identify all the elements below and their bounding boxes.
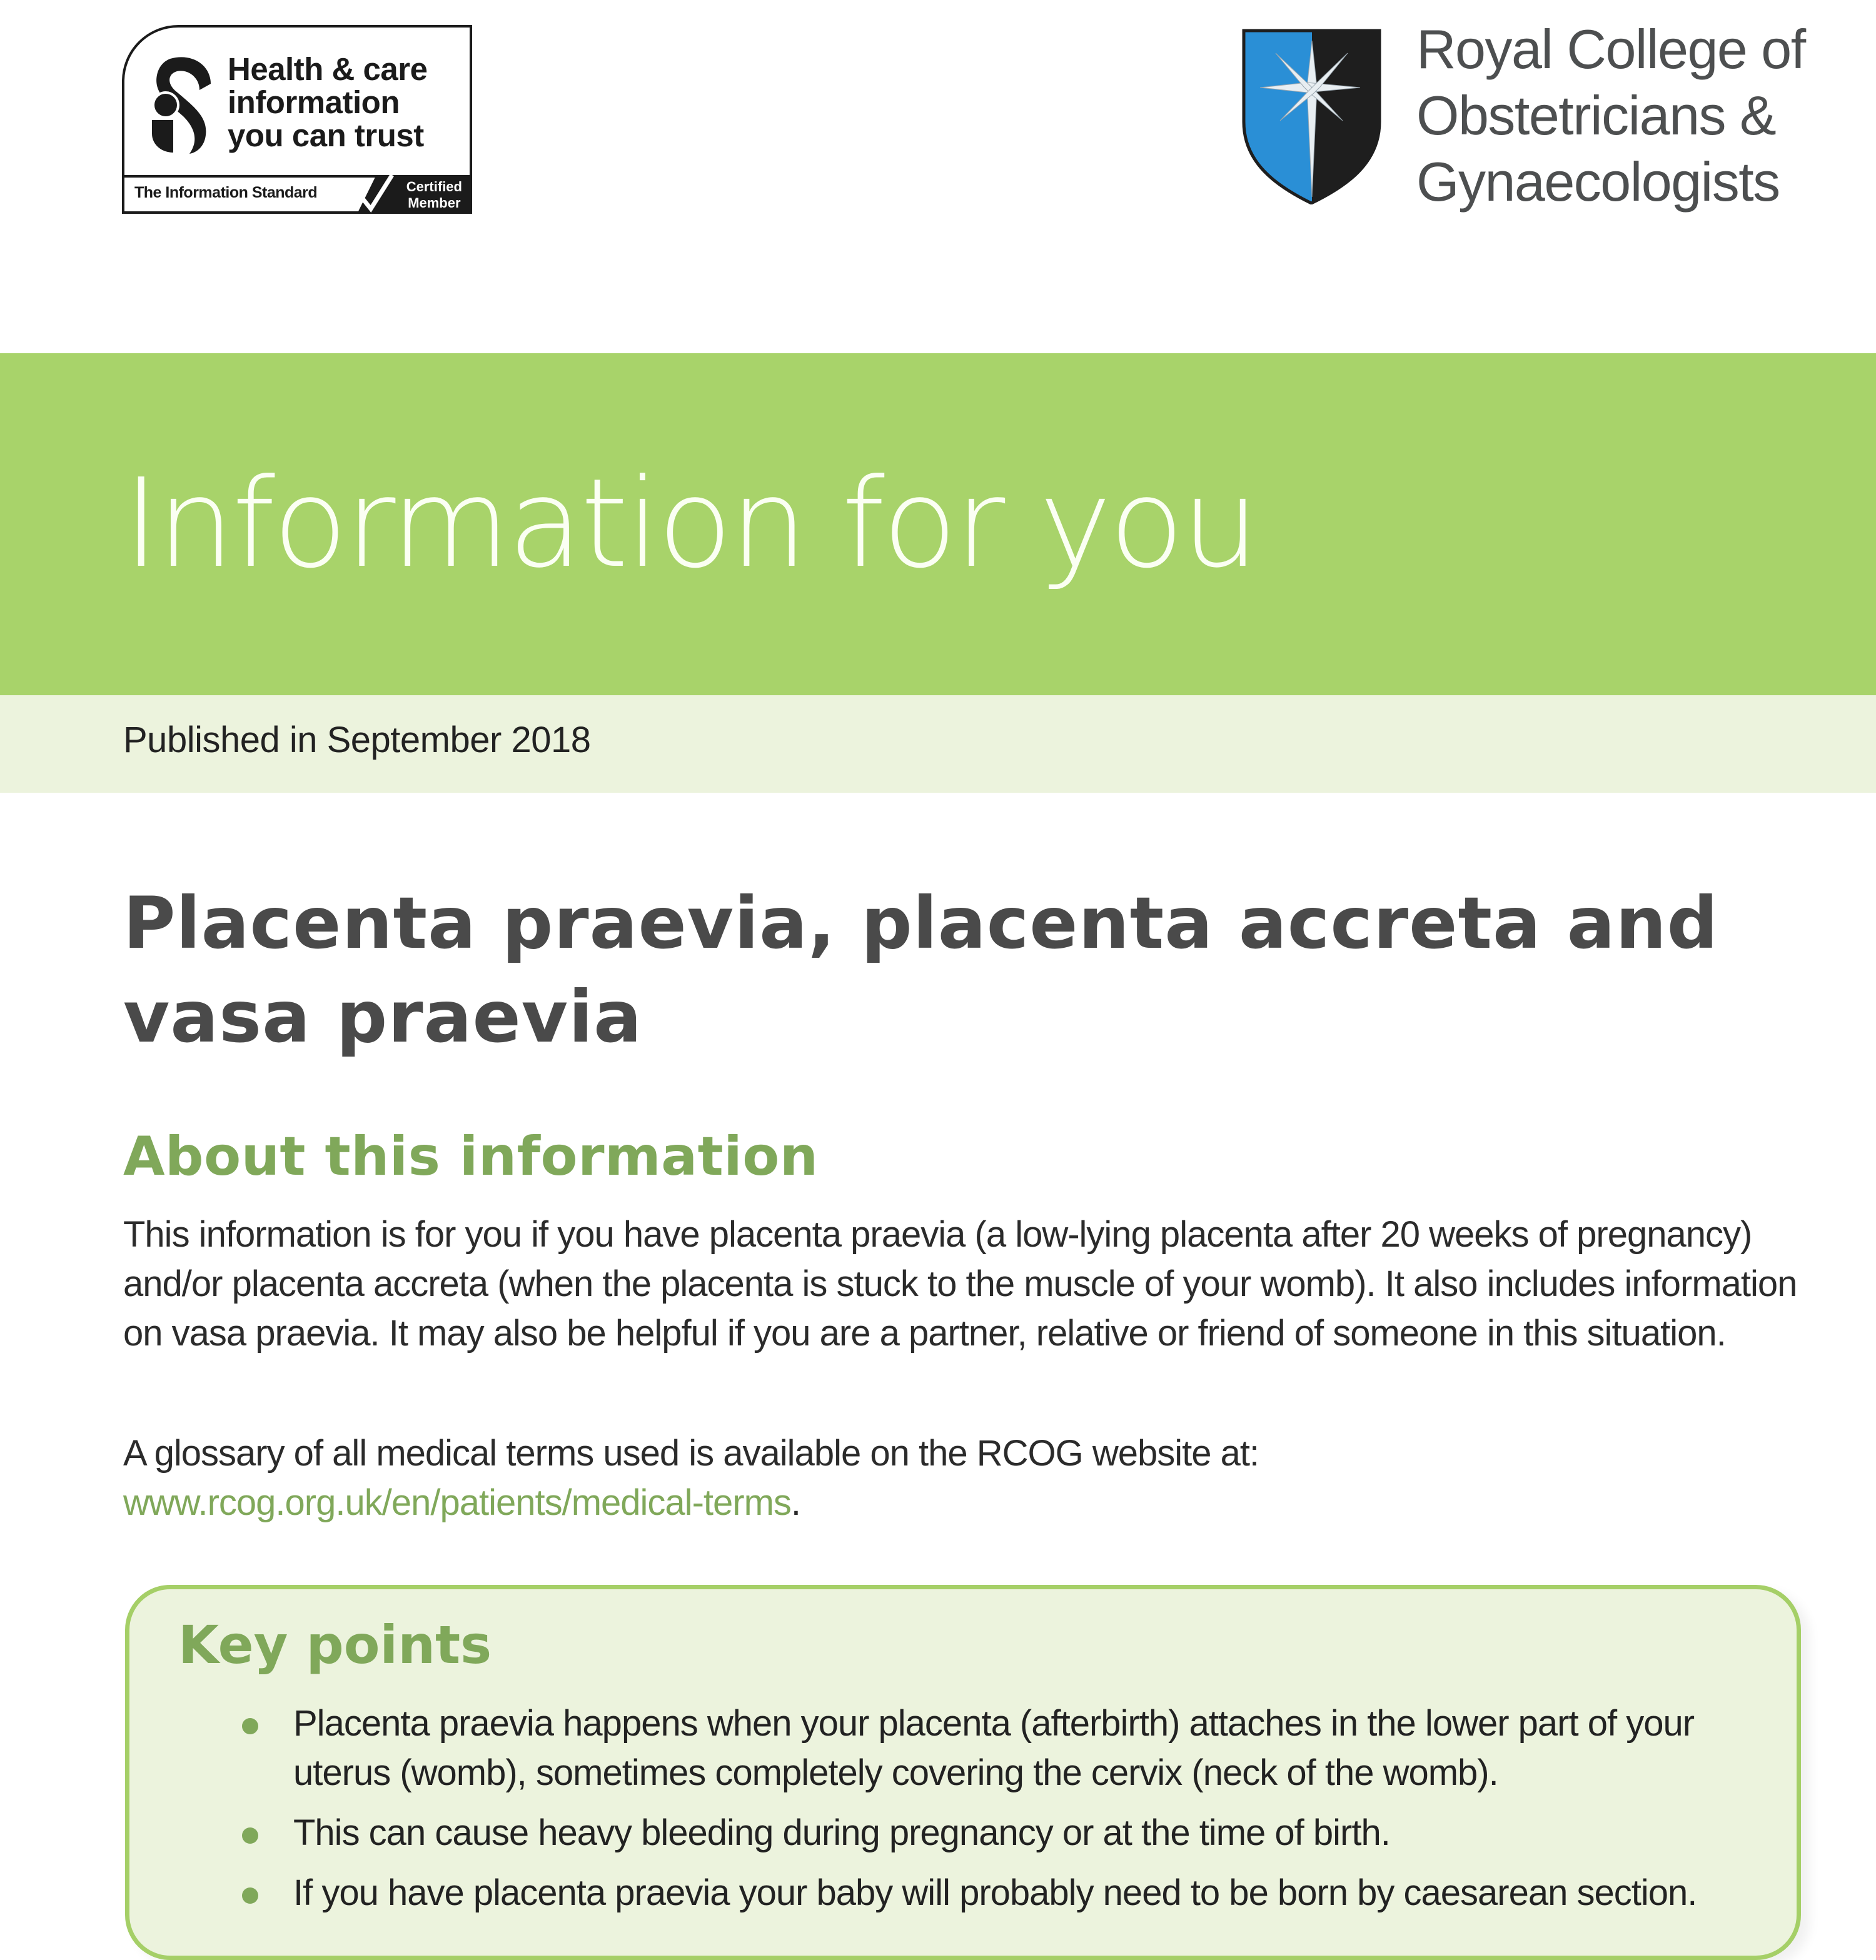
certified-member-text xyxy=(406,179,462,211)
glossary-paragraph xyxy=(123,1429,1812,1527)
rcog-line-3: Gynaecologists xyxy=(1416,151,1780,213)
bullet-icon xyxy=(242,1887,258,1904)
info-standard-label: The Information Standard xyxy=(134,184,318,201)
key-points-box xyxy=(125,1585,1801,1960)
glossary-link[interactable]: www.rcog.org.uk/en/patients/medical-terms xyxy=(123,1482,791,1523)
checkmark-icon xyxy=(357,174,395,214)
rcog-name xyxy=(1416,16,1805,215)
about-paragraph: This information is for you if you have placenta praevia (a low-lying placenta after 20 weeks of pregnancy) and/or placenta accreta (when the placenta is stuck to the muscle of your womb). It also includes information on vasa praevia. It may also be helpful if you are a partner, relative or friend of someone in this situation. xyxy=(123,1214,1797,1354)
info-standard-text xyxy=(228,53,427,152)
key-point-item xyxy=(129,1808,1793,1857)
rcog-line-2: Obstetricians & xyxy=(1416,84,1776,146)
rcog-shield-icon xyxy=(1241,28,1382,204)
info-standard-mark-icon xyxy=(148,54,214,154)
published-date: Published in September 2018 xyxy=(123,720,591,760)
info-standard-line-1: Health & care xyxy=(228,51,428,87)
key-points-heading: Key points xyxy=(178,1614,492,1676)
rcog-line-1: Royal College of xyxy=(1416,18,1805,80)
key-point-item xyxy=(129,1699,1793,1797)
key-point-text: If you have placenta praevia your baby will probably need to be born by caesarean section. xyxy=(293,1872,1697,1913)
document-title: Placenta praevia, placenta accreta and vasa praevia xyxy=(123,882,1719,1058)
banner-title: Information for you xyxy=(123,453,1257,595)
bullet-icon xyxy=(242,1718,258,1734)
section-heading-about: About this information xyxy=(123,1125,819,1188)
info-standard-footer xyxy=(122,175,472,214)
badge-line-2: Member xyxy=(408,195,461,211)
information-standard-logo xyxy=(122,25,472,214)
badge-line-1: Certified xyxy=(406,179,462,194)
glossary-text: A glossary of all medical terms used is available on the RCOG website at: xyxy=(123,1433,1259,1474)
info-standard-line-3: you can trust xyxy=(228,118,424,153)
info-standard-line-2: information xyxy=(228,84,400,120)
bullet-icon xyxy=(242,1827,258,1844)
glossary-end: . xyxy=(790,1482,801,1523)
key-point-text: Placenta praevia happens when your placenta (afterbirth) attaches in the lower part of your uterus (womb), sometimes completely covering the cervix (neck of the womb). xyxy=(293,1703,1695,1793)
key-points-list xyxy=(129,1699,1793,1928)
key-point-text: This can cause heavy bleeding during pregnancy or at the time of birth. xyxy=(293,1812,1390,1853)
